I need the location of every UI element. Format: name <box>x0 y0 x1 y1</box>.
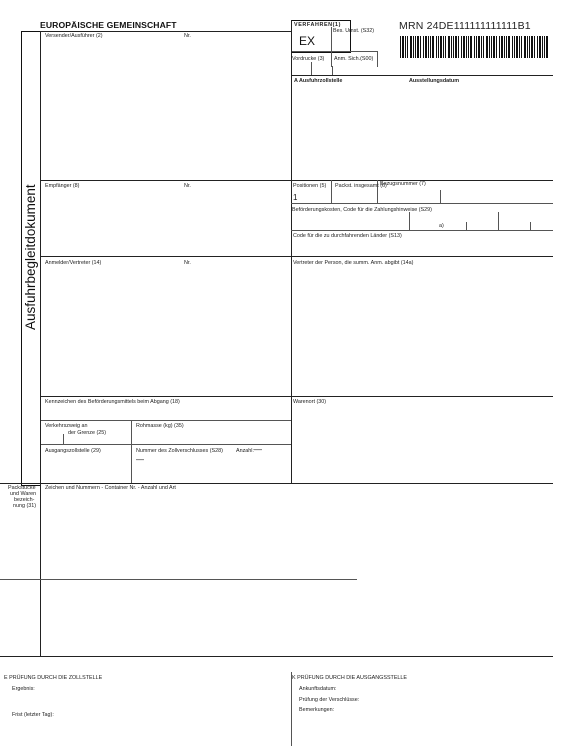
warenort-label: Warenort (30) <box>293 399 327 405</box>
versender-nr-label: Nr. <box>184 33 191 39</box>
ausfuhrzollstelle-label: A Ausfuhrzollstelle <box>294 78 343 84</box>
befoerderung-a-label: a) <box>439 223 444 229</box>
anm-sich-label: Anm. Sich.(S00) <box>334 56 374 62</box>
rohmasse-label: Rohmasse (kg) (35) <box>136 423 184 429</box>
pruefung-ausgangsstelle-title: K PRÜFUNG DURCH DIE AUSGANGSSTELLE <box>292 675 408 681</box>
anzahl-label: Anzahl: <box>236 448 254 454</box>
ausgangszollstelle-label: Ausgangszollstelle (29) <box>45 448 101 454</box>
packstuecke-side-label-3: bezeich- <box>14 497 35 503</box>
packstuecke-side-label-2: und Waren <box>10 491 37 497</box>
pruefung-zollstelle-title: E PRÜFUNG DURCH DIE ZOLLSTELLE <box>4 675 103 681</box>
verschluesse-label: Prüfung der Verschlüsse: <box>299 697 360 703</box>
packstuecke-side-label-1: Packstücke <box>8 485 36 491</box>
positionen-value: 1 <box>293 193 298 202</box>
bemerkungen-label: Bemerkungen: <box>299 707 335 713</box>
mrn-number: MRN 24DE111111111111B1 <box>399 20 531 32</box>
kennzeichen-label: Kennzeichen des Beförderungsmittels beim Abgang (18) <box>45 399 180 405</box>
anzahl-dash: — <box>254 445 262 454</box>
zollverschluesse-label: Nummer des Zollverschlusses (S28) <box>136 448 223 454</box>
bes-umst-label: Bes. Umst. (S32) <box>333 28 375 34</box>
packstuecke-label: Packst. insgesamt (6) <box>335 183 387 189</box>
positionen-label: Positionen (5) <box>293 183 327 189</box>
barcode-icon <box>400 36 550 58</box>
anmelder-label: Anmelder/Vertreter (14) <box>45 260 102 266</box>
verfahren-label: VERFAHREN(1) <box>294 22 342 28</box>
zollverschluesse-dash: — <box>136 455 144 464</box>
form-title: EUROPÄISCHE GEMEINSCHAFT <box>40 20 177 30</box>
empfaenger-nr-label: Nr. <box>184 183 191 189</box>
versender-label: Versender/Ausführer (2) <box>45 33 103 39</box>
verkehrszweig-label-2: der Grenze (25) <box>68 430 107 436</box>
bezugsnummer-label: Bezugsnummer (7) <box>380 181 426 187</box>
frist-label: Frist (letzter Tag): <box>12 712 54 718</box>
vordrucke-label: Vordrucke (3) <box>292 56 325 62</box>
packstuecke-side-label-4: nung (31) <box>13 503 37 509</box>
verkehrszweig-label: Verkehrszweig an <box>45 423 88 429</box>
vertreter-label: Vertreter der Person, die summ. Anm. abgibt (14a) <box>293 260 414 266</box>
side-title: Ausfuhrbegleitdokument <box>23 184 38 330</box>
befoerderungskosten-label: Beförderungskosten, Code für die Zahlungshinweise (S29) <box>292 207 432 213</box>
code-laender-label: Code für die zu durchfahrenden Länder (S13) <box>293 233 402 239</box>
ergebnis-label: Ergebnis: <box>12 686 35 692</box>
zeichen-label: Zeichen und Nummern - Container Nr. - Anzahl und Art <box>45 485 176 491</box>
empfaenger-label: Empfänger (8) <box>45 183 80 189</box>
anmelder-nr-label: Nr. <box>184 260 191 266</box>
verfahren-value: EX <box>299 34 316 48</box>
ausstellungsdatum-label: Ausstellungsdatum <box>409 78 460 84</box>
ankunftsdatum-label: Ankunftsdatum: <box>299 686 337 692</box>
